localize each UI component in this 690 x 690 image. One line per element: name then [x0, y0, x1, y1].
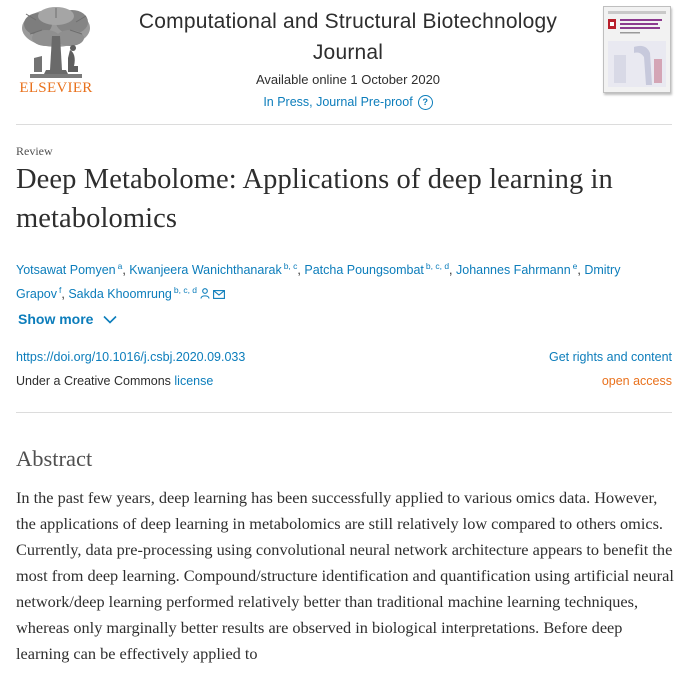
journal-header — [0, 0, 690, 124]
article-title: Deep Metabolome: Applications of deep learning in metabolomics — [16, 164, 613, 234]
header-divider — [16, 124, 672, 125]
license-link[interactable]: license — [174, 374, 214, 388]
author-name[interactable]: Patcha Poungsombat — [304, 263, 424, 277]
get-rights-link[interactable]: Get rights and content — [549, 350, 672, 364]
author-link[interactable] — [129, 263, 297, 277]
chevron-down-icon[interactable] — [103, 315, 117, 324]
elsevier-logo[interactable] — [16, 6, 96, 94]
article-status[interactable] — [263, 94, 432, 110]
author-link[interactable] — [456, 263, 577, 277]
question-circle-icon[interactable]: ? — [418, 95, 433, 110]
journal-cover-thumbnail[interactable] — [603, 6, 671, 93]
journal-cover-art-icon — [604, 7, 670, 92]
mail-icon[interactable] — [213, 290, 225, 299]
author-name[interactable]: Yotsawat Pomyen — [16, 263, 116, 277]
person-icon[interactable] — [200, 288, 210, 299]
doi-link[interactable]: https://doi.org/10.1016/j.csbj.2020.09.033 — [16, 350, 246, 364]
author-affiliation: e — [572, 261, 578, 271]
abstract-text: In the past few years, deep learning has been successfully applied to various omics data. However, the applications of deep learning in metabolomics are still relatively low compared to others omics. Currently, data pre-processing using convolutional neural network architecture appears to benefit the most from deep learning. Compound/structure identification and quantification using artificial neural network/deep learning performed relatively better than traditional machine learning techniques, whereas only marginally better results are observed in biological interpretations. Before deep learning can be effectively applied to — [16, 488, 674, 663]
journal-info — [120, 6, 576, 111]
author-link[interactable] — [16, 263, 122, 277]
author-link[interactable] — [68, 287, 197, 301]
journal-title-link[interactable]: Computational and Structural Biotechnology Journal — [138, 10, 558, 64]
license-prefix: Under a Creative Commons — [16, 374, 171, 388]
show-more-button[interactable] — [18, 311, 117, 327]
author-link[interactable] — [304, 263, 449, 277]
author-affiliation: b, c, d — [425, 261, 450, 271]
author-name[interactable]: Kwanjeera Wanichthanarak — [129, 263, 282, 277]
abstract-heading: Abstract — [16, 446, 93, 471]
elsevier-tree-icon — [16, 6, 96, 80]
author-name[interactable]: Dmitry Grapov — [16, 263, 621, 301]
author-affiliation: a — [117, 261, 123, 271]
open-access-badge: open access — [601, 374, 672, 388]
author-affiliation: b, c, d — [173, 285, 198, 295]
elsevier-wordmark: ELSEVIER — [19, 80, 93, 96]
author-name[interactable]: Johannes Fahrmann — [456, 263, 571, 277]
author-list: Yotsawat Pomyen $^a$, Kwanjeera Wanichthanarak $^{b, c}$, Patcha Poungsombat $^{b, c, d}$, Johannes Fahrmann $^e$, Dmitry Grapov $^f$, Sakda Khoomrung $^{b, c, d}$ — [16, 261, 621, 301]
article-status-label[interactable]: In Press, Journal Pre-proof — [263, 95, 413, 109]
author-affiliation: f — [59, 285, 62, 295]
article-type: Review — [16, 144, 53, 158]
show-more-label[interactable]: Show more — [18, 311, 94, 327]
available-online-date: Available online 1 October 2020 — [255, 72, 441, 87]
license-line — [16, 374, 213, 388]
article-head-divider — [16, 412, 672, 413]
author-affiliation: b, c — [283, 261, 298, 271]
author-name[interactable]: Sakda Khoomrung — [68, 287, 172, 301]
